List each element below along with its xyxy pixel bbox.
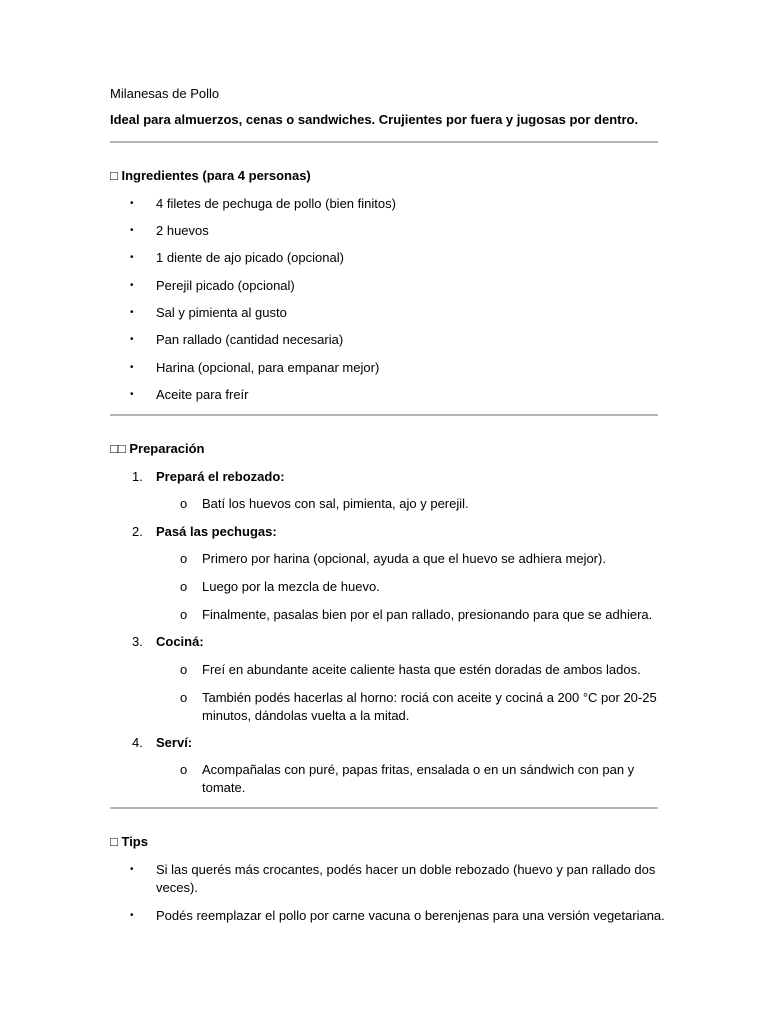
- bullet: •: [130, 910, 134, 921]
- bullet: •: [130, 225, 134, 236]
- sub-marker: o: [180, 607, 188, 622]
- ingredients-heading: [110, 167, 311, 185]
- tips-icon: □: [110, 834, 118, 849]
- preparation-icon: □□: [110, 441, 126, 456]
- ingredients-heading-text: Ingredientes (para 4 personas): [121, 168, 311, 183]
- divider: [110, 807, 658, 809]
- document-subtitle: Ideal para almuerzos, cenas o sandwiches. Crujientes por fuera y jugosas por dentro.: [110, 112, 639, 127]
- sub-item: Luego por la mezcla de huevo.: [202, 579, 380, 594]
- step-number: 1.: [132, 469, 143, 484]
- bullet: •: [130, 334, 134, 345]
- tips-heading-text: Tips: [121, 834, 148, 849]
- bullet: •: [130, 389, 134, 400]
- ingredients-icon: □: [110, 168, 118, 183]
- sub-marker: o: [180, 662, 188, 677]
- sub-marker: o: [180, 496, 188, 511]
- list-item: 1 diente de ajo picado (opcional): [156, 250, 344, 265]
- sub-item-continuation: tomate.: [202, 780, 246, 795]
- list-item: Pan rallado (cantidad necesaria): [156, 332, 344, 347]
- sub-item-continuation: minutos, dándolas vuelta a la mitad.: [202, 708, 410, 723]
- list-item: Aceite para freír: [156, 387, 249, 402]
- step-number: 3.: [132, 634, 143, 649]
- sub-marker: o: [180, 690, 188, 705]
- bullet: •: [130, 198, 134, 209]
- list-item: Si las querés más crocantes, podés hacer un doble rebozado (huevo y pan rallado dos: [156, 862, 656, 877]
- sub-item: Freí en abundante aceite caliente hasta que estén doradas de ambos lados.: [202, 662, 641, 677]
- step-title: Cociná:: [156, 634, 204, 649]
- bullet: •: [130, 307, 134, 318]
- list-item: Perejil picado (opcional): [156, 278, 295, 293]
- sub-item: Acompañalas con puré, papas fritas, ensalada o en un sándwich con pan y: [202, 762, 635, 777]
- step-number: 2.: [132, 524, 143, 539]
- tips-heading: [110, 833, 148, 851]
- divider: [110, 414, 658, 416]
- sub-item: También podés hacerlas al horno: rociá con aceite y cociná a 200 °C por 20-25: [202, 690, 657, 705]
- sub-item: Batí los huevos con sal, pimienta, ajo y perejil.: [202, 496, 469, 511]
- step-number: 4.: [132, 735, 143, 750]
- preparation-heading-text: Preparación: [129, 441, 205, 456]
- step-title: Pasá las pechugas:: [156, 524, 277, 539]
- divider: [110, 141, 658, 143]
- sub-item: Finalmente, pasalas bien por el pan rallado, presionando para que se adhiera.: [202, 607, 653, 622]
- bullet: •: [130, 864, 134, 875]
- sub-marker: o: [180, 551, 188, 566]
- list-item-continuation: veces).: [156, 880, 198, 895]
- preparation-heading: [110, 440, 205, 458]
- list-item: Harina (opcional, para empanar mejor): [156, 360, 380, 375]
- bullet: •: [130, 362, 134, 373]
- bullet: •: [130, 280, 134, 291]
- document-title: Milanesas de Pollo: [110, 86, 220, 101]
- step-title: Prepará el rebozado:: [156, 469, 285, 484]
- list-item: 2 huevos: [156, 223, 209, 238]
- step-title: Serví:: [156, 735, 193, 750]
- list-item: Sal y pimienta al gusto: [156, 305, 287, 320]
- bullet: •: [130, 252, 134, 263]
- list-item: Podés reemplazar el pollo por carne vacuna o berenjenas para una versión vegetariana.: [156, 908, 665, 923]
- list-item: 4 filetes de pechuga de pollo (bien finitos): [156, 196, 396, 211]
- sub-marker: o: [180, 579, 188, 594]
- sub-item: Primero por harina (opcional, ayuda a que el huevo se adhiera mejor).: [202, 551, 606, 566]
- sub-marker: o: [180, 762, 188, 777]
